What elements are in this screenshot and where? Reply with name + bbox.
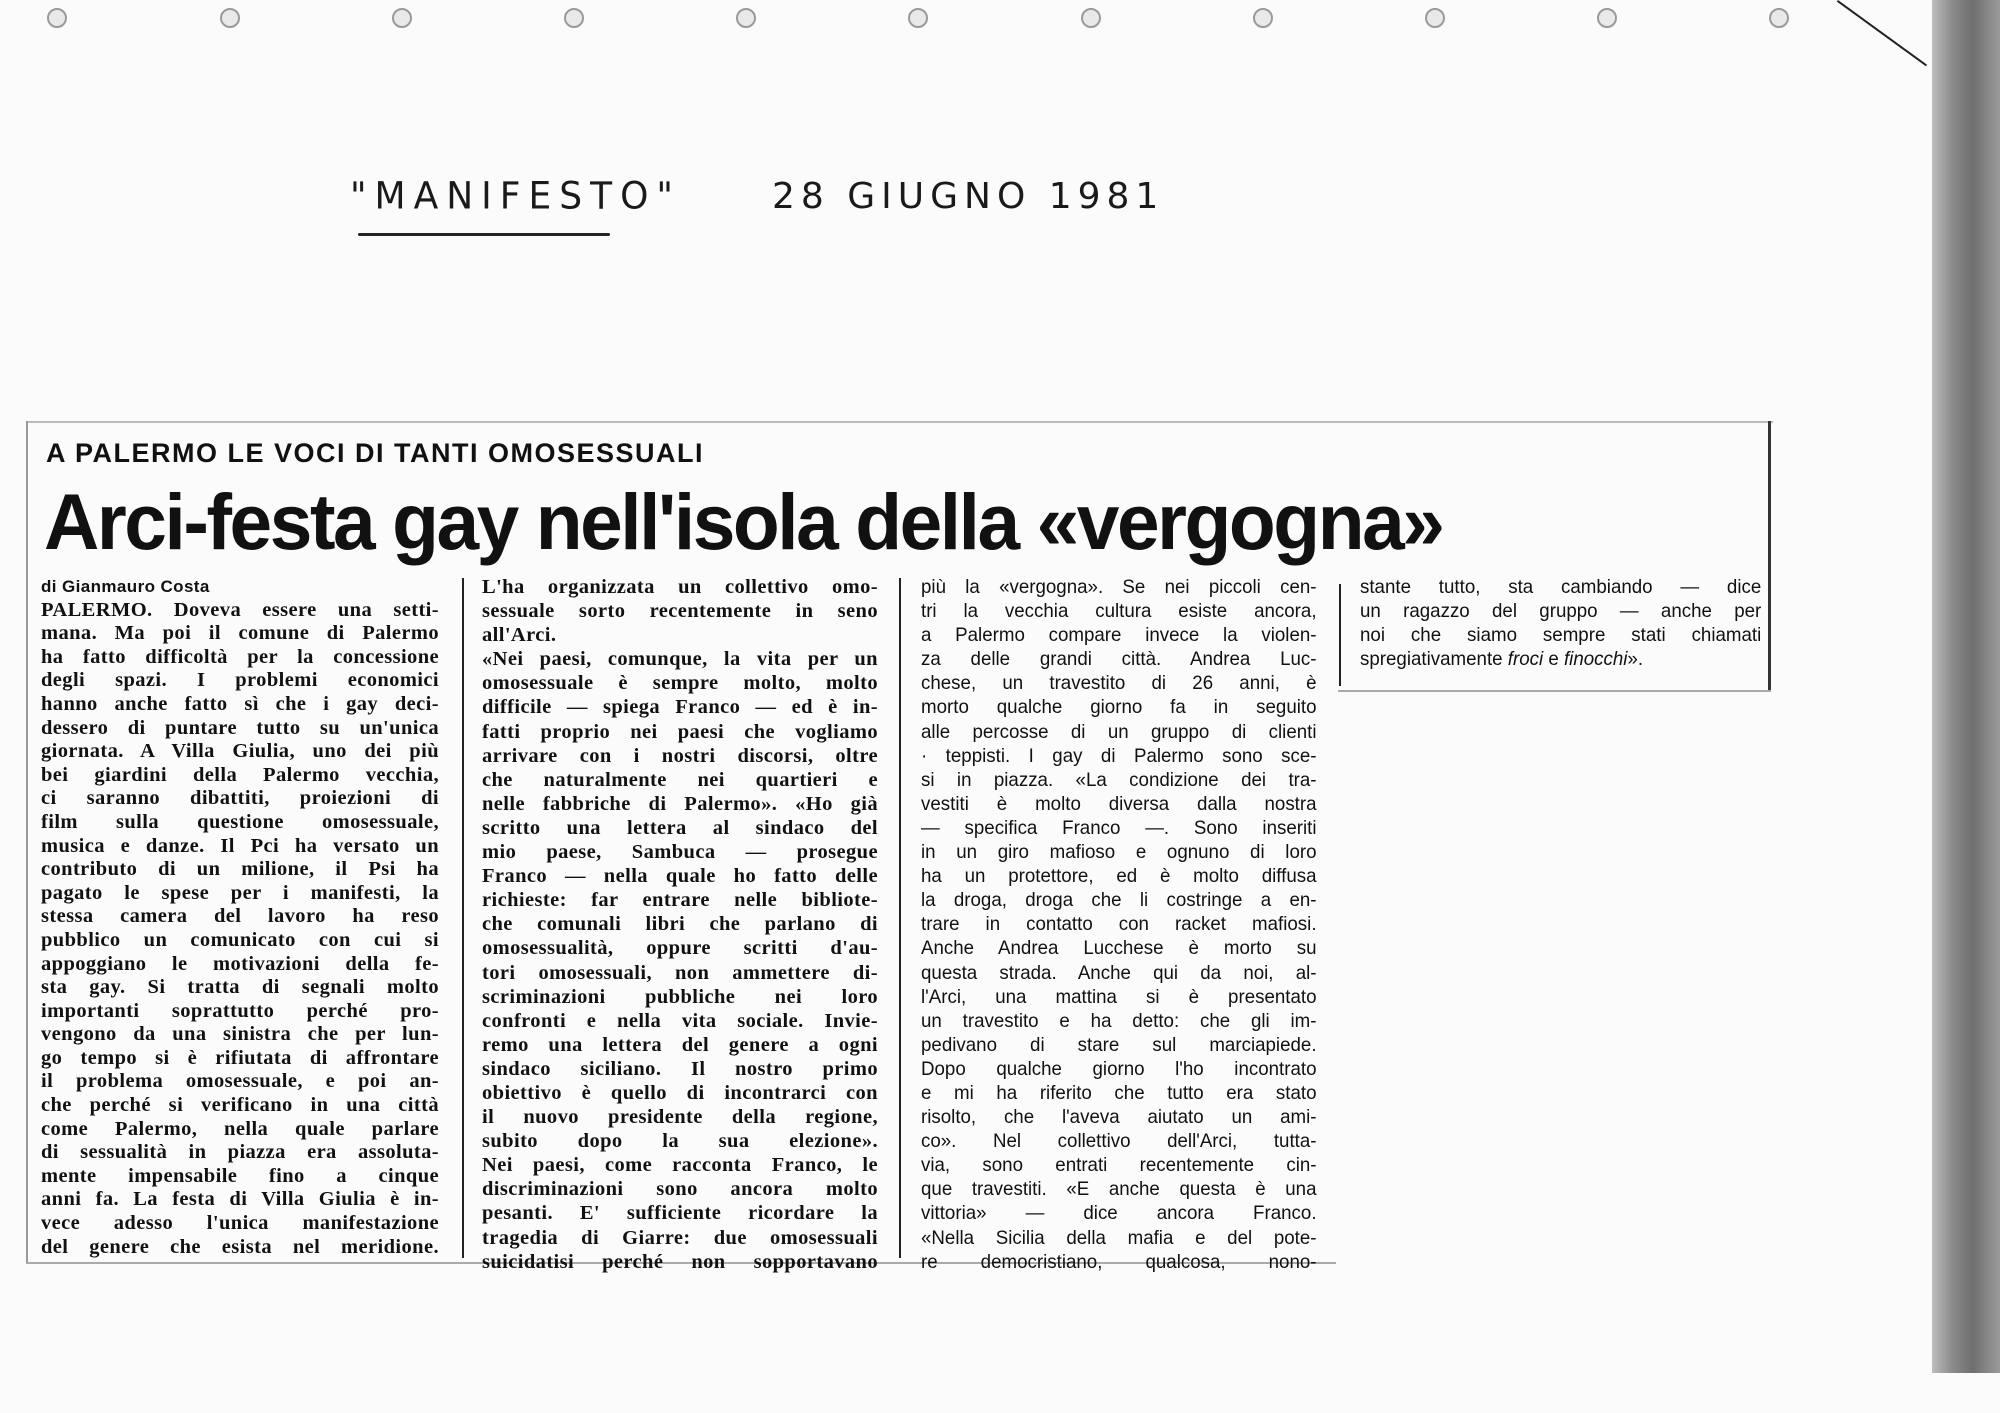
italic-word: finocchi: [1563, 648, 1628, 671]
article-line: tori omosessuali, non ammettere di-: [482, 961, 878, 984]
column-separator: [1339, 584, 1341, 686]
text-segment: e: [1543, 648, 1564, 671]
article-line: l'Arci, una mattina si è presentato: [921, 985, 1317, 1008]
article-line: co». Nel collettivo dell'Arci, tutta-: [921, 1130, 1317, 1153]
article-line: sessuale sorto recentemente in seno: [482, 600, 878, 623]
article-line: risolto, che l'aveva aiutato un ami-: [921, 1106, 1317, 1129]
article-line: subito dopo la sua elezione».: [482, 1130, 878, 1153]
article-line: sta gay. Si tratta di segnali molto: [41, 976, 439, 999]
column-separator: [899, 578, 901, 1258]
article-line: che comunali libri che parlano di: [482, 913, 878, 936]
article-line: confronti e nella vita sociale. Invie-: [482, 1009, 878, 1032]
article-line: pesanti. E' sufficiente ricordare la: [482, 1202, 878, 1225]
handwritten-source: "MANIFESTO": [350, 174, 681, 219]
article-byline: di Gianmauro Costa: [41, 577, 210, 596]
handwritten-underline: [358, 233, 610, 236]
article-line: a Palermo compare invece la violen-: [921, 624, 1317, 647]
article-line: · teppisti. I gay di Palermo sono sce-: [921, 744, 1317, 767]
italic-word: froci: [1507, 648, 1544, 671]
article-line: vece adesso l'unica manifestazione: [41, 1212, 439, 1235]
punch-hole: [1769, 8, 1789, 28]
article-column-3: [921, 575, 1333, 1274]
article-line: nelle fabbriche di Palermo». «Ho già: [482, 792, 878, 815]
article-line: in un giro mafioso e ognuno di loro: [921, 841, 1317, 864]
article-line: il problema omosessuale, e poi an-: [41, 1070, 439, 1093]
article-line: Anche Andrea Lucchese è morto su: [921, 937, 1317, 960]
text-segment: spregiativamente: [1360, 648, 1508, 671]
article-line: contributo di un milione, il Psi ha: [41, 858, 439, 881]
article-line: importanti soprattutto perché pro-: [41, 999, 439, 1022]
article-line: L'ha organizzata un collettivo omo-: [482, 576, 878, 598]
column-separator: [462, 578, 464, 1258]
article-line: un ragazzo del gruppo — anche per: [1360, 600, 1762, 623]
article-line: difficile — spiega Franco — ed è in-: [482, 696, 878, 719]
article-line: go tempo si è rifiutata di affrontare: [41, 1046, 439, 1069]
article-line: omosessualità, oppure scritti d'au-: [482, 937, 878, 960]
article-line: morto qualche giorno fa in seguito: [921, 696, 1317, 719]
article-line: scritto una lettera al sindaco del: [482, 816, 878, 839]
article-line: degli spazi. I problemi economici: [41, 669, 439, 692]
clipping-border-top: [26, 421, 1773, 423]
punch-hole: [392, 8, 412, 28]
article-line: trare in contatto con racket mafiosi.: [921, 913, 1317, 936]
article-line: — specifica Franco —. Sono inseriti: [921, 816, 1317, 839]
corner-pen-mark: [1837, 0, 1927, 66]
article-line: pedivano di stare sul marciapiede.: [921, 1033, 1317, 1056]
article-line: «Nella Sicilia della mafia e del pote-: [921, 1226, 1317, 1249]
article-line: fatti proprio nei paesi che vogliamo: [482, 720, 878, 743]
article-line: del genere che esista nel meridione.: [41, 1235, 439, 1258]
punch-hole: [736, 8, 756, 28]
article-line: come Palermo, nella quale parlare: [41, 1117, 439, 1140]
article-line: richieste: far entrare nelle bibliote-: [482, 889, 878, 912]
punch-hole: [220, 8, 240, 28]
article-line: giornata. A Villa Giulia, uno dei più: [41, 740, 439, 763]
handwritten-date: 28 GIUGNO 1981: [772, 176, 1165, 217]
article-line: ha un protettore, ed è molto diffusa: [921, 865, 1317, 888]
article-line: stante tutto, sta cambiando — dice: [1360, 576, 1762, 598]
article-line: obiettivo è quello di incontrarci con: [482, 1081, 878, 1104]
punch-hole: [564, 8, 584, 28]
article-column-2: [482, 575, 878, 1274]
article-line: que travestiti. «E anche questa è una: [921, 1178, 1317, 1201]
article-line: remo una lettera del genere a ogni: [482, 1033, 878, 1056]
article-line: un travestito e ha detto: che gli im-: [921, 1009, 1317, 1032]
article-line: il nuovo presidente della regione,: [482, 1106, 878, 1129]
article-line: za delle grandi città. Andrea Luc-: [921, 648, 1317, 671]
article-line: omosessuale è sempre molto, molto: [482, 672, 878, 695]
article-line: anni fa. La festa di Villa Giulia è in-: [41, 1188, 439, 1211]
article-line: vestiti è molto diversa dalla nostra: [921, 792, 1317, 815]
article-column-4: [1360, 575, 1778, 671]
article-line: Dopo qualche giorno l'ho incontrato: [921, 1057, 1317, 1080]
article-line: questa strada. Anche qui da noi, al-: [921, 961, 1317, 984]
article-headline: Arci-festa gay nell'isola della «vergogna»: [44, 477, 1443, 566]
punch-hole: [1253, 8, 1273, 28]
article-line: film sulla questione omosessuale,: [41, 810, 439, 833]
clipping-border-bottom-right: [1338, 690, 1771, 692]
article-line: di sessualità in piazza era assoluta-: [41, 1141, 439, 1164]
punch-hole: [908, 8, 928, 28]
article-line: all'Arci.: [482, 624, 557, 647]
article-line: ha fatto difficoltà per la concessione: [41, 645, 439, 668]
article-column-1: [41, 575, 439, 1259]
article-line: arrivare con i nostri discorsi, oltre: [482, 744, 878, 767]
article-line: pubblico un comunicato con cui si: [41, 928, 439, 951]
article-line: PALERMO. Doveva essere una setti-: [41, 598, 439, 621]
article-line: mente impensabile fino a cinque: [41, 1164, 439, 1187]
article-line: noi che siamo sempre stati chiamati: [1360, 624, 1762, 647]
article-line: bei giardini della Palermo vecchia,: [41, 763, 439, 786]
article-line: tri la vecchia cultura esiste ancora,: [921, 600, 1317, 623]
article-line: alle percosse di un gruppo di clienti: [921, 720, 1317, 743]
article-line: Franco — nella quale ho fatto delle: [482, 865, 878, 888]
article-line: hanno anche fatto sì che i gay deci-: [41, 692, 439, 715]
article-line: appoggiano le motivazioni della fe-: [41, 952, 439, 975]
article-line: si in piazza. «La condizione dei tra-: [921, 768, 1317, 791]
article-line: Nei paesi, come racconta Franco, le: [482, 1154, 878, 1177]
article-line: che naturalmente nei quartieri e: [482, 768, 878, 791]
article-kicker: A PALERMO LE VOCI DI TANTI OMOSESSUALI: [46, 438, 705, 468]
article-line: vittoria» — dice ancora Franco.: [921, 1202, 1317, 1225]
punch-hole: [1425, 8, 1445, 28]
article-line: stessa camera del lavoro ha reso: [41, 905, 439, 928]
article-line: scriminazioni pubbliche nei loro: [482, 985, 878, 1008]
article-line: che perché si verificano in una città: [41, 1094, 439, 1117]
article-line: re democristiano, qualcosa, nono-: [921, 1250, 1317, 1273]
article-line: «Nei paesi, comunque, la vita per un: [482, 648, 878, 671]
article-line: musica e danze. Il Pci ha versato un: [41, 834, 439, 857]
article-line: ci saranno dibattiti, proiezioni di: [41, 787, 439, 810]
punch-hole: [1597, 8, 1617, 28]
article-line: più la «vergogna». Se nei piccoli cen-: [921, 576, 1317, 598]
article-line: mana. Ma poi il comune di Palermo: [41, 622, 439, 645]
article-line: mio paese, Sambuca — prosegue: [482, 841, 878, 864]
article-line: vengono da una sinistra che per lun-: [41, 1023, 439, 1046]
article-line: tragedia di Giarre: due omosessuali: [482, 1226, 878, 1249]
article-line: [1360, 647, 1761, 671]
punch-hole: [1081, 8, 1101, 28]
article-line: dessero di puntare tutto su un'unica: [41, 716, 439, 739]
article-line: discriminazioni sono ancora molto: [482, 1178, 878, 1201]
article-line: sindaco siciliano. Il nostro primo: [482, 1057, 878, 1080]
article-line: suicidatisi perché non sopportavano: [482, 1250, 878, 1273]
article-line: pagato le spese per i manifesti, la: [41, 881, 439, 904]
scanner-edge-shadow: [1932, 0, 2000, 1373]
article-line: e mi ha riferito che tutto era stato: [921, 1081, 1317, 1104]
article-line: la droga, droga che li costringe a en-: [921, 889, 1317, 912]
text-segment: ».: [1627, 648, 1644, 671]
punch-hole: [47, 8, 67, 28]
article-line: chese, un travestito di 26 anni, è: [921, 672, 1317, 695]
article-line: via, sono entrati recentemente cin-: [921, 1154, 1317, 1177]
clipping-border-left: [26, 421, 28, 1263]
